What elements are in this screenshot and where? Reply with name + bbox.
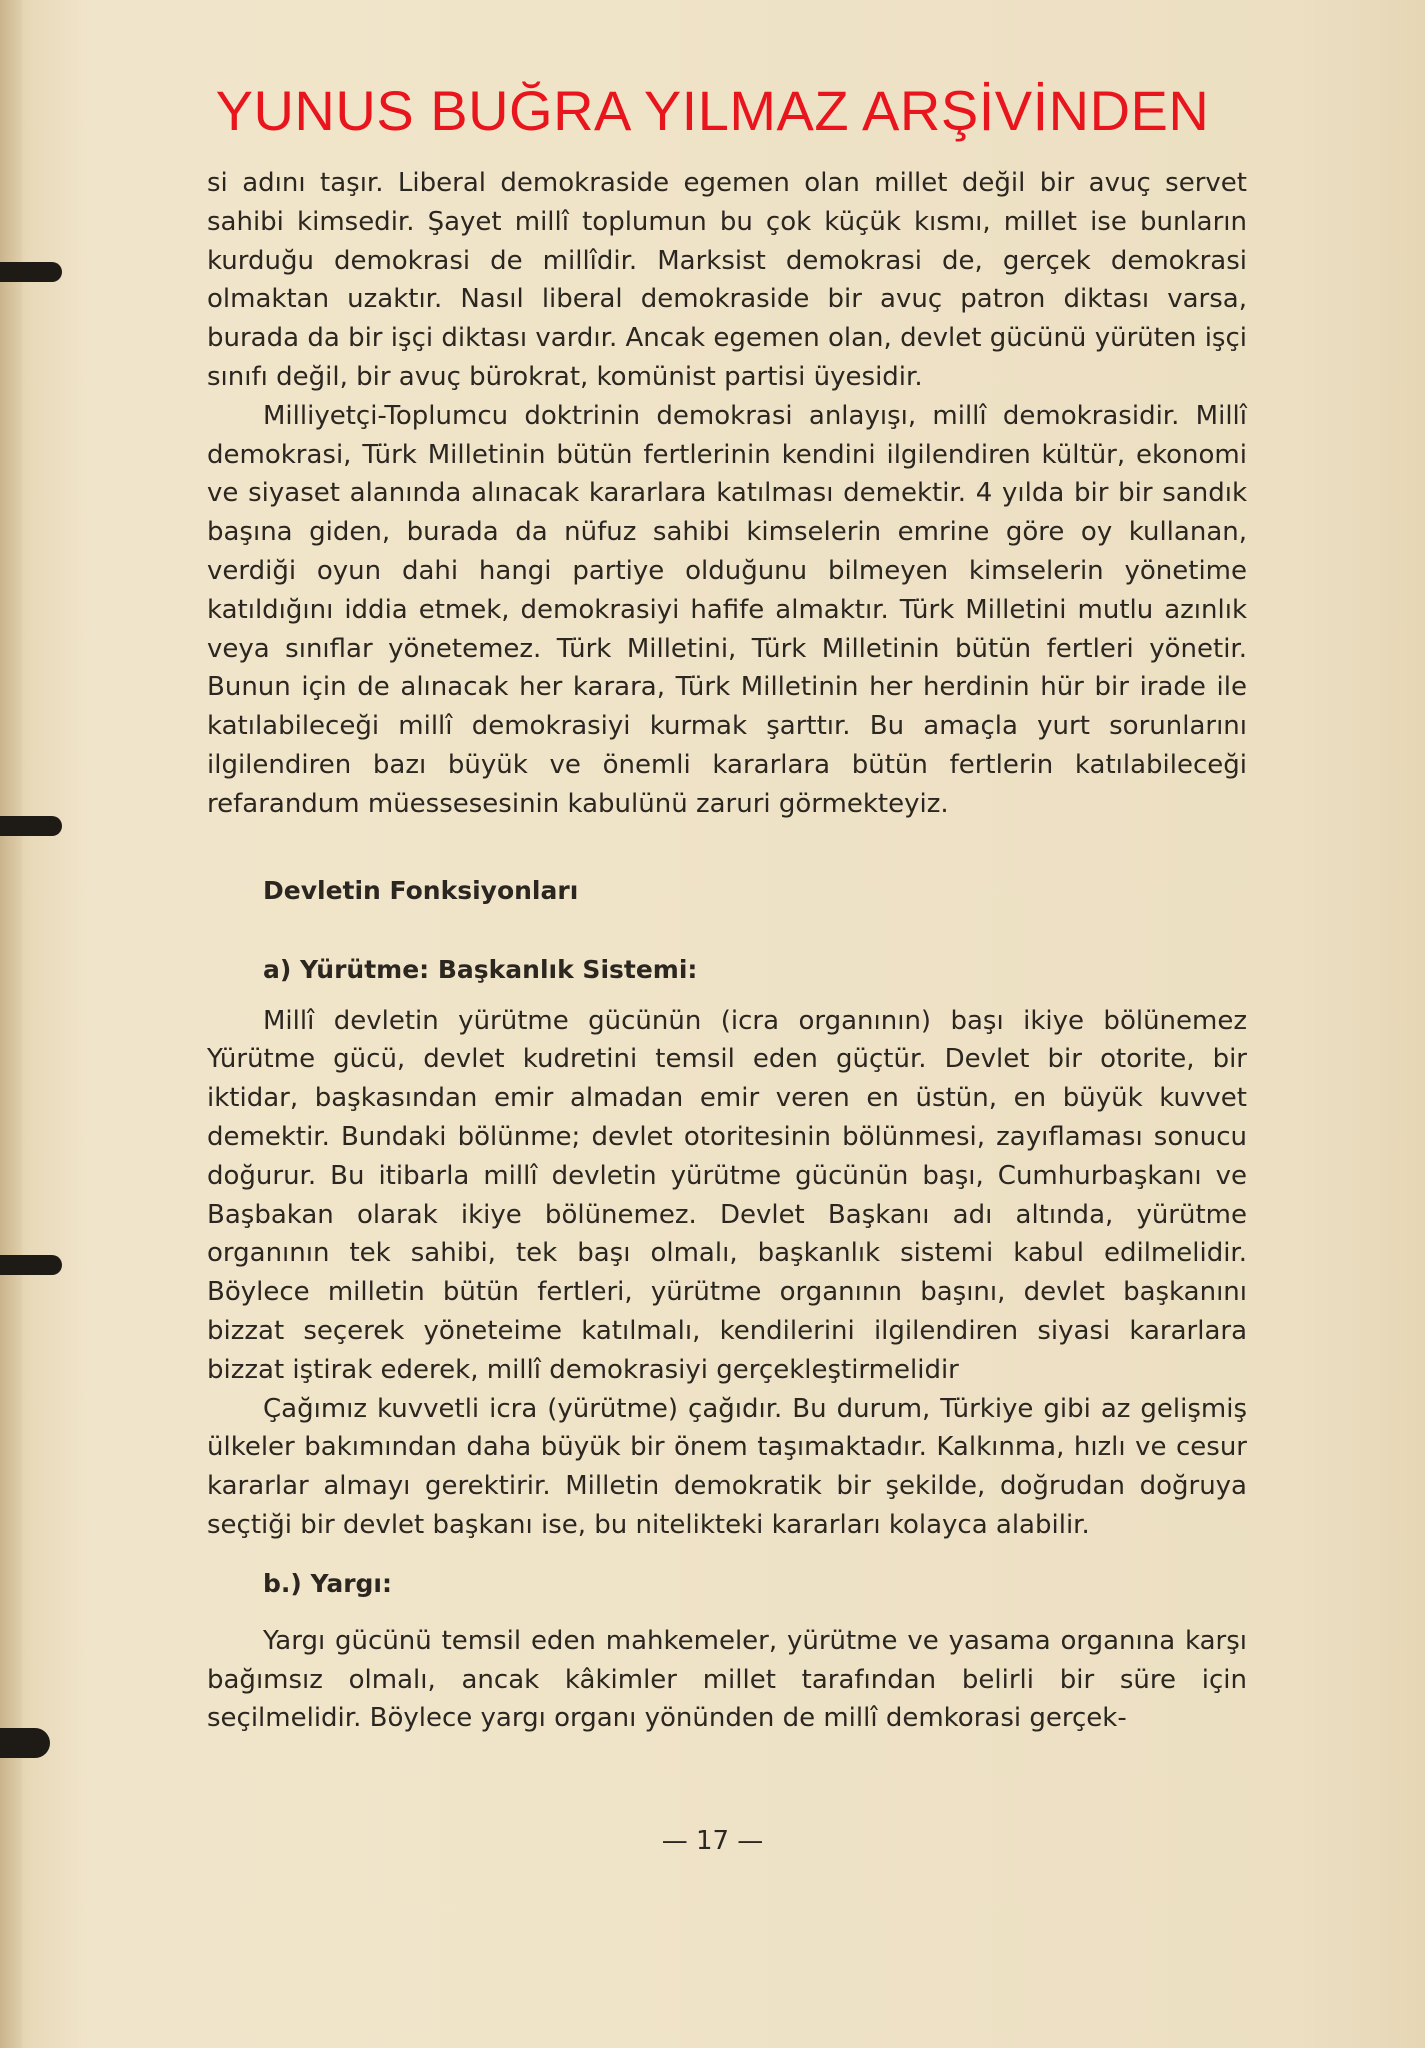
paragraph: si adını taşır. Liberal demokraside egemen olan millet değil bir avuç servet sahibi kimsedir. Şayet millî toplumun bu çok küçük kısmı, millet ise bunların kurduğu demokrasi de millîdir. Marksist demokrasi de, gerçek demokrasi olmaktan uzaktır. Nasıl liberal demokraside bir avuç patron diktası varsa, burada da bir işçi diktası vardır. Ancak egemen olan, devlet gücünü yürüten işçi sınıfı değil, bir avuç bürokrat, komünist partisi üyesidir. — [207, 168, 1247, 392]
archive-watermark: YUNUS BUĞRA YILMAZ ARŞİVİNDEN — [215, 79, 1210, 142]
page-body — [207, 164, 1247, 1738]
paragraph: Yargı gücünü temsil eden mahkemeler, yürütme ve yasama organına karşı bağımsız olmalı, ancak kâkimler millet tarafından belirli bir süre için seçilmelidir. Böylece yargı organı yönünden de millî demkorasi gerçek- — [207, 1625, 1247, 1734]
paragraph: Milliyetçi-Toplumcu doktrinin demokrasi anlayışı, millî demokrasidir. Millî demokrasi, Türk Milletinin bütün fertlerinin kendini ilgilendiren kültür, ekonomi ve siyaset alanında alınacak kararlara katılması demektir. 4 yılda bir bir sandık başına giden, burada da nüfuz sahibi kimselerin emrine göre oy kullanan, verdiği oyun dahi hangi partiye olduğunu bilmeyen kimselerin yönetime katıldığını iddia etmek, demokrasiyi hafife almaktır. Türk Milletini mutlu azınlık veya sınıflar yönetemez. Türk Milletini, Türk Milletinin bütün fertleri yönetir. Bunun için de alınacak her karara, Türk Milletinin her herdinin hür bir irade ile katılabileceği millî demokrasiyi kurmak şarttır. Bu amaçla yurt sorunlarını ilgilendiren bazı büyük ve önemli kararlara bütün fertlerin katılabileceği refarandum müessesesinin kabulünü zaruri görmekteyiz. — [207, 400, 1247, 819]
paragraph: Millî devletin yürütme gücünün (icra organının) başı ikiye bölünemez Yürütme gücü, devlet kudretini temsil eden güçtür. Devlet bir otorite, bir iktidar, başkasından emir almadan emir veren en üstün, en büyük kuvvet demektir. Bundaki bölünme; devlet otoritesinin bölünmesi, zayıflaması sonucu doğurur. Bu itibarla millî devletin yürütme gücünün başı, Cumhurbaşkanı ve Başbakan olarak ikiye bölünemez. Devlet Başkanı adı altında, yürütme organının tek sahibi, tek başı olmalı, başkanlık sistemi kabul edilmelidir. Böylece milletin bütün fertleri, yürütme organının başını, devlet başkanını bizzat seçerek yöneteime katılmalı, kendilerini ilgilendiren siyasi kararlara bizzat iştirak ederek, millî demokrasiyi gerçekleştirmelidir — [207, 1005, 1247, 1385]
binding-hole — [0, 816, 62, 836]
judiciary-section — [207, 1622, 1247, 1738]
subsection-heading-judiciary: b.) Yargı: — [263, 1568, 392, 1598]
executive-section — [207, 1002, 1247, 1545]
page-number: — 17 — — [661, 1826, 764, 1856]
paragraph: Çağımız kuvvetli icra (yürütme) çağıdır. Bu durum, Türkiye gibi az gelişmiş ülkeler bakımından daha büyük bir önem taşımaktadır. Kalkınma, hızlı ve cesur kararlar almayı gerektirir. Milletin demokratik bir şekilde, doğrudan doğruya seçtiği bir devlet başkanı ise, bu nitelikteki kararları kolayca alabilir. — [207, 1393, 1247, 1540]
binding-hole — [0, 1255, 62, 1275]
subsection-heading-executive: a) Yürütme: Başkanlık Sistemi: — [263, 954, 698, 984]
binding-hole — [0, 1728, 50, 1758]
section-heading: Devletin Fonksiyonları — [263, 875, 579, 905]
intro-section — [207, 164, 1247, 824]
binding-hole — [0, 262, 62, 282]
